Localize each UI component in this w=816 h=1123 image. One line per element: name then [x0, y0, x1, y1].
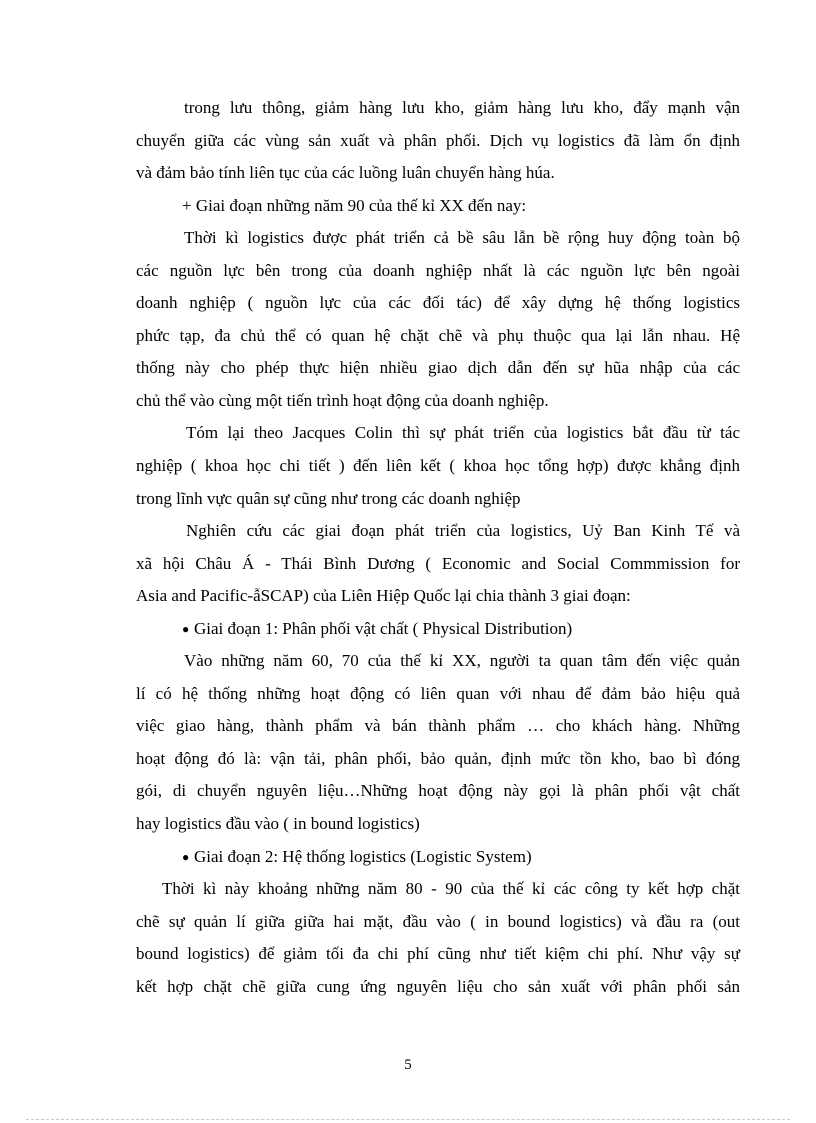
- text-line: các nguồn lực bên trong của doanh nghiệp nhất là các nguồn lực bên ngoài: [136, 260, 740, 280]
- text-line: thống này cho phép thực hiện nhiều giao dịch dẫn đến sự hũa nhập của các: [136, 358, 740, 378]
- text-line: trong lĩnh vực quân sự cũng như trong các doanh nghiệp: [136, 488, 521, 508]
- text-line: kết hợp chặt chẽ giữa cung ứng nguyên liệu cho sản xuất với phân phối sản: [136, 976, 740, 996]
- text-line: Tóm lại theo Jacques Colin thì sự phát triển của logistics bắt đầu từ tác: [186, 423, 740, 443]
- text-line: doanh nghiệp ( nguồn lực của các đối tác) để xây dựng hệ thống logistics: [136, 293, 740, 313]
- text-line: bound logistics) để giảm tối đa chi phí cũng như tiết kiệm chi phí. Như vậy sự: [136, 944, 740, 964]
- text-line: gói, di chuyển nguyên liệu…Những hoạt động này gọi là phân phối vật chất: [136, 781, 740, 801]
- text-line: chẽ sự quản lí giữa giữa hai mặt, đầu vào ( in bound logistics) và đầu ra (out: [136, 911, 740, 931]
- text-line: Asia and Pacific-ẫSCAP) của Liên Hiệp Quốc lại chia thành 3 giai đoạn:: [136, 586, 631, 606]
- text-line: Thời kì này khoảng những năm 80 - 90 của thế kỉ các công ty kết hợp chặt: [162, 879, 740, 899]
- text-line: + Giai đoạn những năm 90 của thế kỉ XX đến nay:: [182, 195, 527, 215]
- bullet-text: Giai đoạn 1: Phân phối vật chất ( Physical Distribution): [194, 618, 573, 638]
- bullet-icon: ●: [182, 849, 190, 864]
- text-line: nghiệp ( khoa học chi tiết ) đến liên kết ( khoa học tổng hợp) được khẳng định: [136, 456, 740, 476]
- text-line: chuyển giữa các vùng sản xuất và phân phối. Dịch vụ logistics đã làm ổn định: [136, 130, 740, 150]
- text-line: lí có hệ thống những hoạt động có liên quan với nhau để đảm bảo hiệu quả: [136, 683, 740, 703]
- text-line: trong lưu thông, giảm hàng lưu kho, giảm hàng lưu kho, đẩy mạnh vận: [184, 98, 740, 117]
- page-bottom-divider: [26, 1119, 790, 1120]
- page-number: 5: [404, 1057, 412, 1073]
- text-line: Vào những năm 60, 70 của thế kỉ XX, người ta quan tâm đến việc quản: [184, 651, 740, 671]
- body-text: [136, 92, 740, 1003]
- bullet-icon: ●: [182, 621, 190, 636]
- text-line: việc giao hàng, thành phẩm và bán thành phẩm … cho khách hàng. Những: [136, 716, 740, 736]
- bullet-item: [136, 613, 740, 646]
- text-line: xã hội Châu Á - Thái Bình Dương ( Economic and Social Commmission for: [136, 553, 740, 573]
- bullet-text: Giai đoạn 2: Hệ thống logistics (Logistic System): [194, 846, 532, 866]
- text-line: hay logistics đầu vào ( in bound logistics): [136, 814, 420, 834]
- text-line: chủ thể vào cùng một tiến trình hoạt động của doanh nghiệp.: [136, 390, 549, 410]
- text-line: và đảm bảo tính liên tục của các luồng luân chuyển hàng húa.: [136, 163, 555, 183]
- text-line: Thời kì logistics được phát triển cả bề sâu lẫn bề rộng huy động toàn bộ: [184, 228, 740, 248]
- text-line: phức tạp, đa chủ thể có quan hệ chặt chẽ và phụ thuộc qua lại lẫn nhau. Hệ: [136, 325, 740, 345]
- text-line: hoạt động đó là: vận tải, phân phối, bảo quản, định mức tồn kho, bao bì đóng: [136, 748, 740, 768]
- text-line: Nghiên cứu các giai đoạn phát triển của logistics, Uỷ Ban Kinh Tế và: [186, 521, 740, 541]
- bullet-item: [136, 841, 740, 874]
